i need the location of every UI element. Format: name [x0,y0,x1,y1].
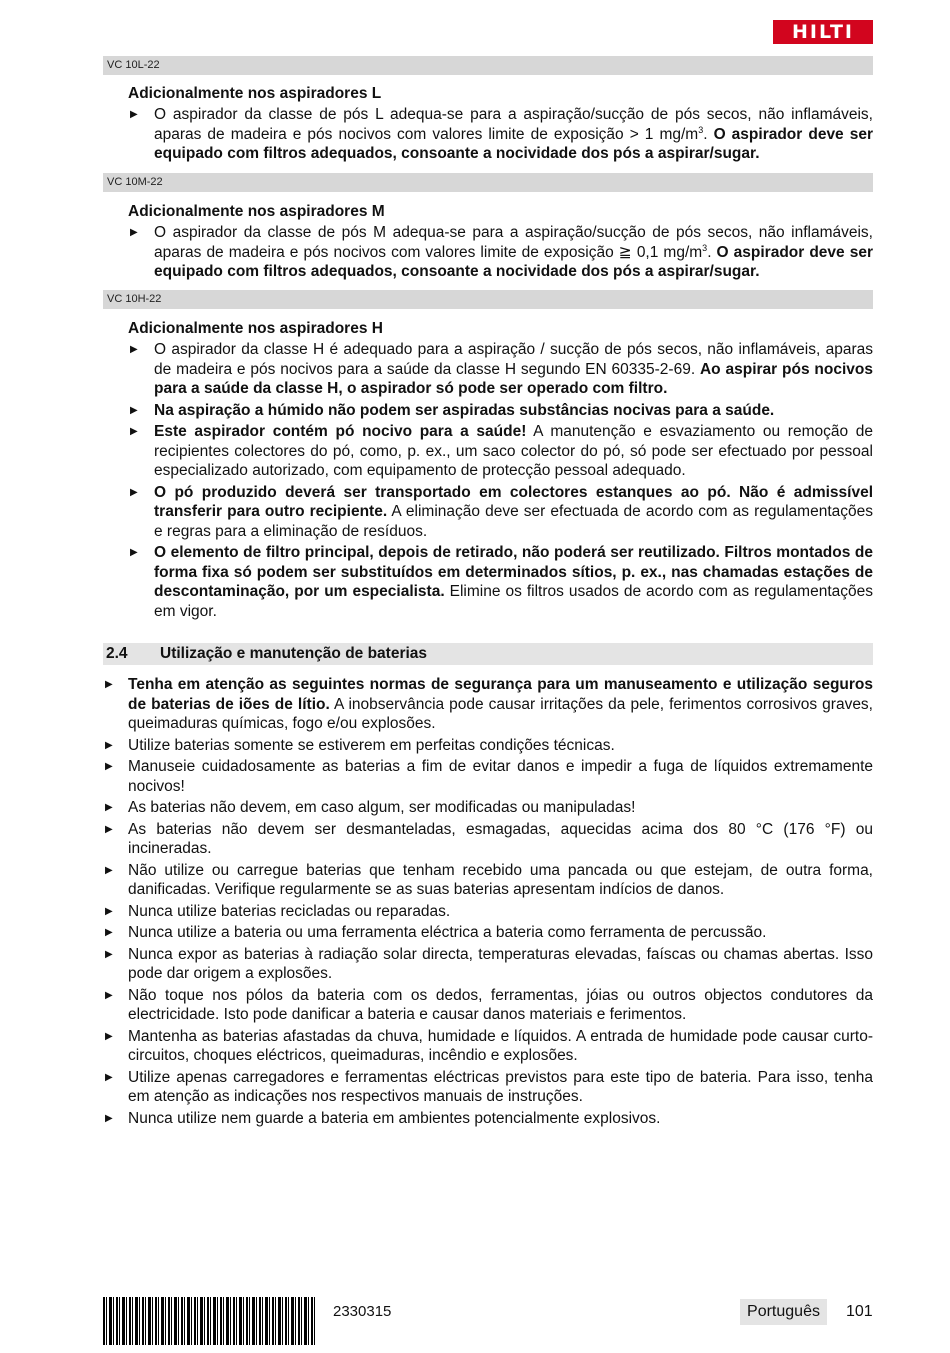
item-text: A manutenção e esvaziamento ou remoção de recipientes colectores do pó, como, p. ex., um saco colector do pó, só pode ser efectuado por pessoal especializado autorizado, com equipamento de protecção pessoal adequado. [154,423,873,479]
item-text: Não utilize ou carregue baterias que tenham recebido uma pancada ou que estejam, de outra forma, danificadas. Verifique regularmente se as suas baterias apresentam indícios de danos. [128,861,873,898]
item-text: As baterias não devem, em caso algum, ser modificadas ou manipuladas! [128,799,636,816]
barcode-image [103,1297,316,1345]
item-bold-text: Este aspirador contém pó nocivo para a saúde! [154,423,527,440]
bullet-icon: ▶ [105,948,113,960]
superscript: 3 [702,242,708,253]
bullet-icon: ▶ [105,679,113,690]
battery-list [103,675,873,1130]
list-item [128,105,873,164]
list-item [128,543,873,621]
bullet-icon: ▶ [130,426,138,437]
bullet-icon: ▶ [130,404,138,416]
list-item [128,401,873,421]
list-item [103,945,873,984]
list-item [103,861,873,900]
superscript: 3 [698,124,704,135]
model-bar-vc10h: VC 10H-22 [103,290,873,309]
item-text: Elimine os filtros usados de acordo com as regulamentações em vigor. [154,583,873,620]
bullet-icon: ▶ [105,905,113,917]
bullet-icon: ▶ [130,344,138,355]
section-l-title: Adicionalmente nos aspiradores L [128,85,382,102]
item-text: O aspirador da classe de pós L adequa-se para a aspiração/sucção de pós secos, não inflamáveis, aparas de madeira e pós nocivos com valores limite de exposição > 1 mg/m [154,106,873,143]
list-item [103,1109,873,1129]
model-bar-vc10m: VC 10M-22 [103,173,873,192]
item-bold-text: O aspirador deve ser equipado com filtros adequados, consoante a nocividade dos pós a aspirar/sugar. [154,125,873,162]
list-item [103,798,873,818]
item-text: Manuseie cuidadosamente as baterias a fim de evitar danos e impedir a fuga de líquidos extremamente nocivos! [128,758,873,795]
list-item [103,736,873,756]
bullet-icon: ▶ [130,227,138,238]
item-text: Nunca utilize a bateria ou uma ferramenta eléctrica a bateria como ferramenta de percussão. [128,924,767,941]
section-heading-2-4 [103,643,873,665]
section-l [128,84,873,166]
item-text: Utilize apenas carregadores e ferramentas eléctricas previstos para este tipo de bateria. Para isso, tenha em atenção as indicações nos respectivos manuais de instruções. [128,1068,873,1105]
section-m [128,202,873,284]
item-text: . [703,125,714,143]
item-bold-text: O pó produzido deverá ser transportado em colectores estanques ao pó. Não é admissível transferir para outro recipiente. [154,483,873,520]
item-bold-text: O elemento de filtro principal, depois de retirado, não poderá ser reutilizado. Filtros montados de forma fixa só podem ser substituídos em determinados sítios, p. ex., nas chamadas estações de descontaminação, por um especialista. [154,544,873,600]
bullet-icon: ▶ [105,761,113,772]
list-item [103,902,873,922]
hilti-logo: HILTI [773,20,873,44]
item-text: Mantenha as baterias afastadas da chuva, humidade e líquidos. A entrada de humidade pode causar curto-circuitos, choques eléctricos, queimaduras, incêndio e explosões. [128,1027,873,1064]
list-item [103,1027,873,1066]
item-bold-text: Na aspiração a húmido não podem ser aspiradas substâncias nocivas para a saúde. [154,401,775,419]
list-item [103,986,873,1025]
item-bold-text: O aspirador deve ser equipado com filtros adequados, consoante a nocividade dos pós a aspirar/sugar. [154,243,873,280]
section-h [128,319,873,623]
item-text: O aspirador da classe de pós M adequa-se para a aspiração/sucção de pós secos, não inflamáveis, aparas de madeira e pós nocivos com valores limite de exposição ≧ 0,1 mg/m [154,224,873,261]
item-bold-text: Tenha em atenção as seguintes normas de segurança para um manuseamento e utilização seguros de baterias de iões de lítio. [128,676,873,713]
section-number: 2.4 [106,645,128,662]
list-item [128,340,873,399]
bullet-icon: ▶ [105,1030,113,1042]
item-text: . [707,243,717,261]
section-m-title: Adicionalmente nos aspiradores M [128,203,385,220]
item-text: As baterias não devem ser desmanteladas, esmagadas, aquecidas acima dos 80 °C (176 °F) ou incineradas. [128,820,873,857]
item-text: O aspirador da classe H é adequado para a aspiração / sucção de pós secos, não inflamáveis, aparas de madeira e pós nocivos para a saúde da classe H segundo EN 60335-2-69. [154,341,873,378]
bullet-icon: ▶ [105,1071,113,1083]
page-number: 101 [846,1303,873,1320]
bullet-icon: ▶ [105,864,113,876]
list-item [103,820,873,859]
list-item [103,675,873,734]
document-number: 2330315 [333,1303,392,1320]
bullet-icon: ▶ [105,802,113,813]
list-item [103,757,873,796]
language-label: Português [740,1299,827,1325]
list-item [128,223,873,282]
item-text: Nunca utilize baterias recicladas ou reparadas. [128,902,451,920]
item-text: Não toque nos pólos da bateria com os dedos, ferramentas, jóias ou outros objectos condutores da electricidade. Isto pode danificar a bateria e causar danos materiais e ferimentos. [128,986,873,1023]
bullet-icon: ▶ [105,927,113,938]
item-text: A eliminação deve ser efectuada de acordo com as regulamentações e regras para a eliminação de resíduos. [154,503,873,540]
item-text: A inobservância pode causar irritações da pele, ferimentos corrosivos graves, queimaduras químicas, fogo e/ou explosões. [128,695,873,732]
list-item [103,1068,873,1107]
item-text: Utilize baterias somente se estiverem em perfeitas condições técnicas. [128,736,615,754]
bullet-icon: ▶ [130,547,138,558]
item-text: Nunca expor as baterias à radiação solar directa, temperaturas elevadas, faíscas ou chamas abertas. Isso pode dar origem a explosões. [128,945,873,982]
bullet-icon: ▶ [130,109,138,120]
list-item [128,483,873,542]
bullet-icon: ▶ [105,1112,113,1124]
model-bar-vc10l: VC 10L-22 [103,56,873,75]
bullet-icon: ▶ [105,989,113,1001]
bullet-icon: ▶ [105,739,113,751]
list-item [128,422,873,481]
item-bold-text: Ao aspirar pós nocivos para a saúde da classe H, o aspirador só pode ser operado com filtro. [154,360,873,397]
section-title: Utilização e manutenção de baterias [160,645,428,662]
bullet-icon: ▶ [105,823,113,835]
section-h-title: Adicionalmente nos aspiradores H [128,320,383,337]
bullet-icon: ▶ [130,486,138,498]
item-text: Nunca utilize nem guarde a bateria em ambientes potencialmente explosivos. [128,1109,661,1127]
list-item [103,923,873,943]
